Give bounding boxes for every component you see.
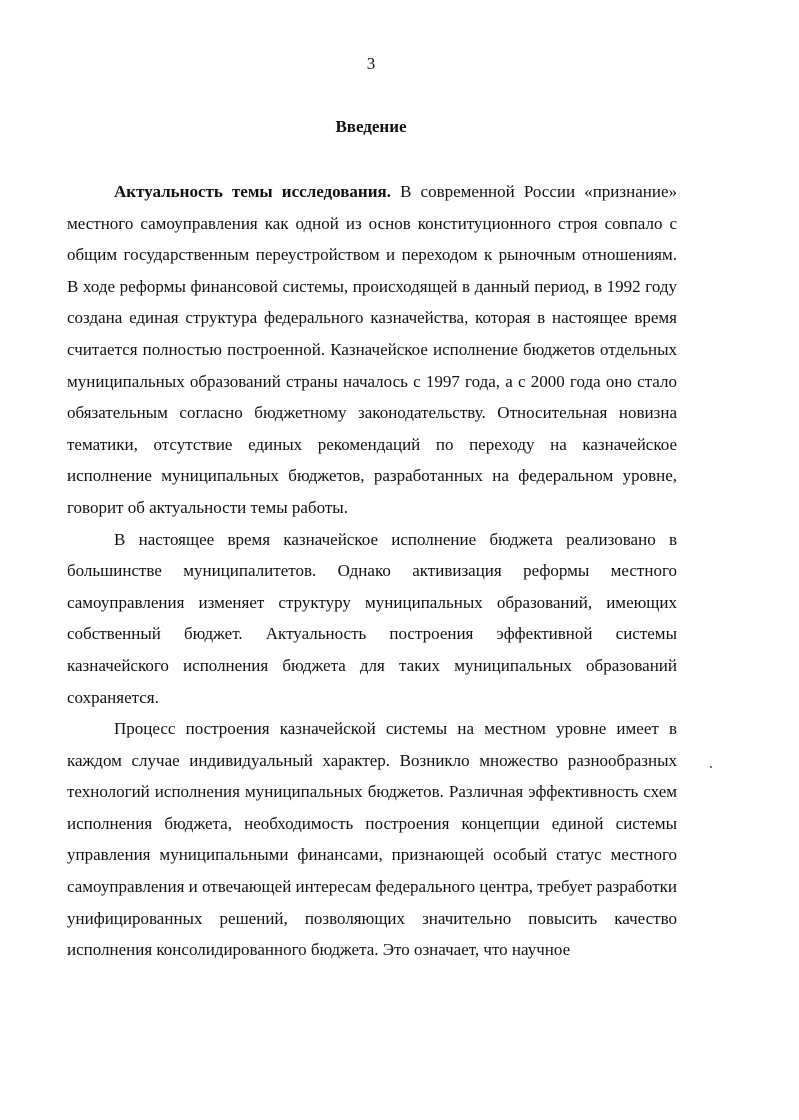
paragraph-lead: Актуальность темы исследования. [114,182,391,201]
body-text [67,176,677,966]
paragraph-process: Процесс построения казначейской системы на местном уровне имеет в каждом случае индивидуальный характер. Возникло множество разнообразных технологий исполнения муниципальных бюджетов. Различная эффективность схем исполнения бюджета, необходимость построения концепции единой системы управления муниципальными финансами, признающей особый статус местного самоуправления и отвечающей интересам федерального центра, требует разработки унифицированных решений, позволяющих значительно повысить качество исполнения консолидированного бюджета. Это означает, что научное [67,719,677,960]
scan-artifact [710,766,712,768]
paragraph-text: В современной России «признание» местного самоуправления как одной из основ конституционного строя совпало с общим государственным переустройством и переходом к рыночным отношениям. В ходе реформы финансовой системы, происходящей в данный период, в 1992 году создана единая структура федерального казначейства, которая в настоящее время считается полностью построенной. Казначейское исполнение бюджетов отдельных муниципальных образований страны началось с 1997 года, а с 2000 года оно стало обязательным согласно бюджетному законодательству. Относительная новизна тематики, отсутствие единых рекомендаций по переходу на казначейское исполнение муниципальных бюджетов, разработанных на федеральном уровне, говорит об актуальности темы работы. [67,182,677,517]
paragraph-current-state: В настоящее время казначейское исполнение бюджета реализовано в большинстве муниципалитетов. Однако активизация реформы местного самоуправления изменяет структуру муниципальных образований, имеющих собственный бюджет. Актуальность построения эффективной системы казначейского исполнения бюджета для таких муниципальных образований сохраняется. [67,529,677,707]
page-number: 3 [366,54,376,73]
section-heading: Введение [335,117,407,136]
paragraph-relevance [67,176,677,524]
